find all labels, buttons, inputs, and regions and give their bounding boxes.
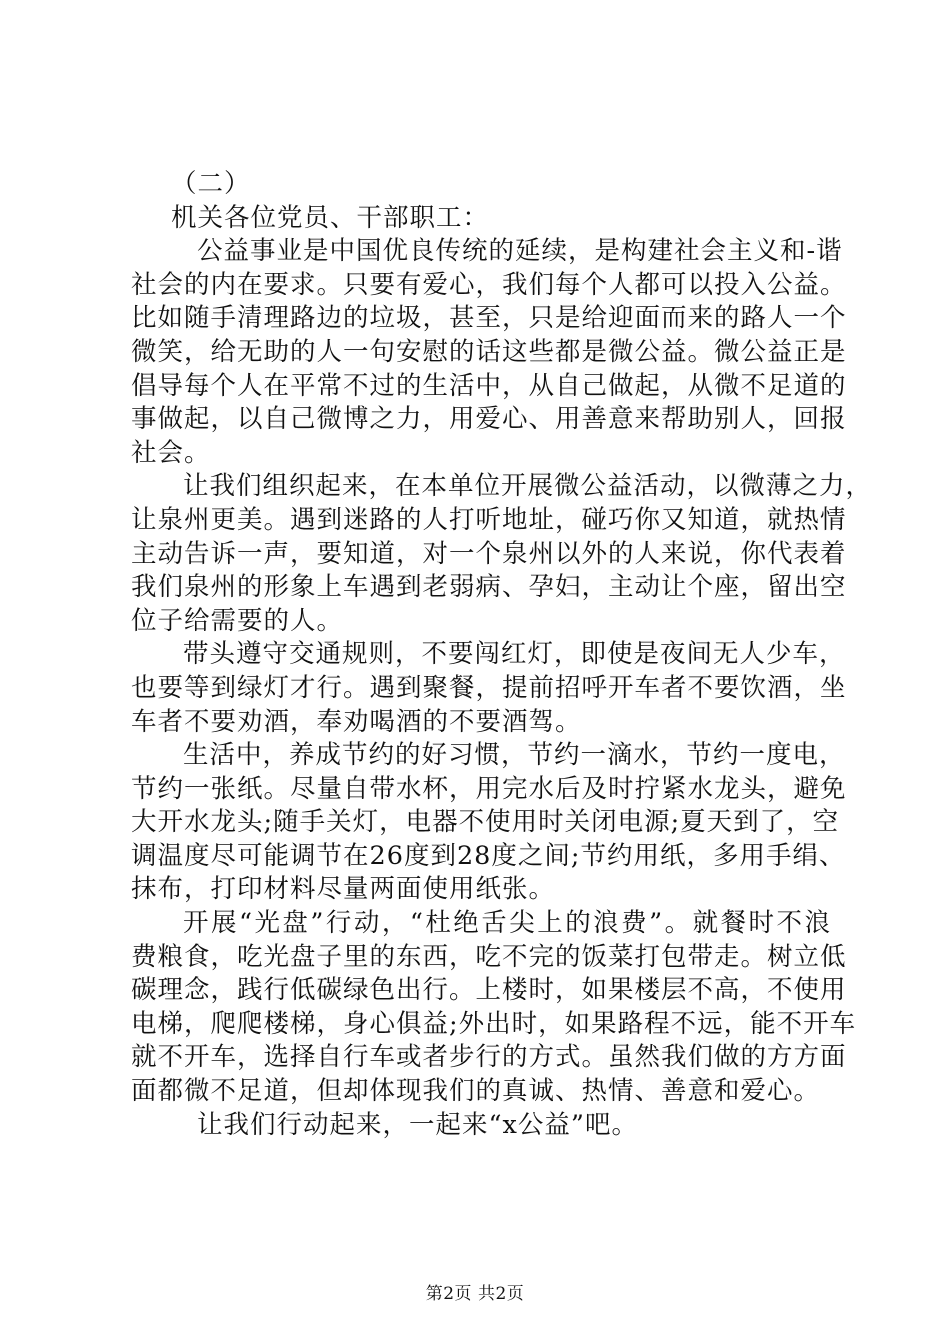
text-line: 就不开车，选择自行车或者步行的方式。虽然我们做的方方面 — [131, 1042, 847, 1073]
text-line: 电梯，爬爬楼梯，身心俱益;外出时，如果路程不远，能不开车 — [131, 1008, 857, 1039]
text-line: 事做起，以自己微博之力，用爱心、用善意来帮助别人，回报 — [131, 404, 847, 435]
text-line: 比如随手清理路边的垃圾，甚至，只是给迎面而来的路人一个 — [131, 303, 847, 334]
text-line: 主动告诉一声，要知道，对一个泉州以外的人来说，你代表着 — [131, 538, 847, 569]
text-line: 带头遵守交通规则，不要闯红灯，即使是夜间无人少车， — [183, 639, 846, 670]
text-line: 微笑，给无助的人一句安慰的话这些都是微公益。微公益正是 — [131, 336, 847, 367]
text-line: 车者不要劝酒，奉劝喝酒的不要酒驾。 — [131, 706, 582, 737]
section-heading: （二） — [171, 169, 251, 199]
text-line: 让泉州更美。遇到迷路的人打听地址，碰巧你又知道，就热情 — [131, 504, 847, 535]
text-line: 位子给需要的人。 — [131, 605, 344, 636]
text-line: 面都微不足道，但却体现我们的真诚、热情、善意和爱心。 — [131, 1076, 821, 1107]
text-line: 抹布，打印材料尽量两面使用纸张。 — [131, 874, 556, 905]
text-line: 开展“光盘”行动，“杜绝舌尖上的浪费”。就餐时不浪 — [183, 908, 831, 939]
document-body — [131, 168, 873, 1142]
text-line: 社会。 — [131, 437, 211, 468]
text-line: 也要等到绿灯才行。遇到聚餐，提前招呼开车者不要饮酒，坐 — [131, 672, 847, 703]
closing-line: 让我们行动起来，一起来“x公益”吧。 — [197, 1109, 638, 1140]
text-line: 碳理念，践行低碳绿色出行。上楼时，如果楼层不高，不使用 — [131, 975, 847, 1006]
text-line: 让我们组织起来，在本单位开展微公益活动，以微薄之力， — [183, 471, 873, 502]
text-line: 我们泉州的形象上车遇到老弱病、孕妇，主动让个座，留出空 — [131, 572, 847, 603]
text-line: 调温度尽可能调节在26度到28度之间;节约用纸，多用手绢、 — [131, 840, 846, 871]
text-line: 节约一张纸。尽量自带水杯，用完水后及时拧紧水龙头，避免 — [131, 773, 847, 804]
text-line: 倡导每个人在平常不过的生活中，从自己做起，从微不足道的 — [131, 370, 847, 401]
text-line: 生活中，养成节约的好习惯，节约一滴水，节约一度电， — [183, 740, 846, 771]
text-line: 公益事业是中国优良传统的延续，是构建社会主义和-谐 — [197, 236, 843, 267]
text-line: 大开水龙头;随手关灯，电器不使用时关闭电源;夏天到了，空 — [131, 807, 840, 838]
text-line: 社会的内在要求。只要有爱心，我们每个人都可以投入公益。 — [131, 269, 847, 300]
page-footer: 第2页 共2页 — [425, 1284, 525, 1304]
text-line: 费粮食，吃光盘子里的东西，吃不完的饭菜打包带走。树立低 — [131, 941, 847, 972]
salutation: 机关各位党员、干部职工： — [171, 202, 490, 233]
